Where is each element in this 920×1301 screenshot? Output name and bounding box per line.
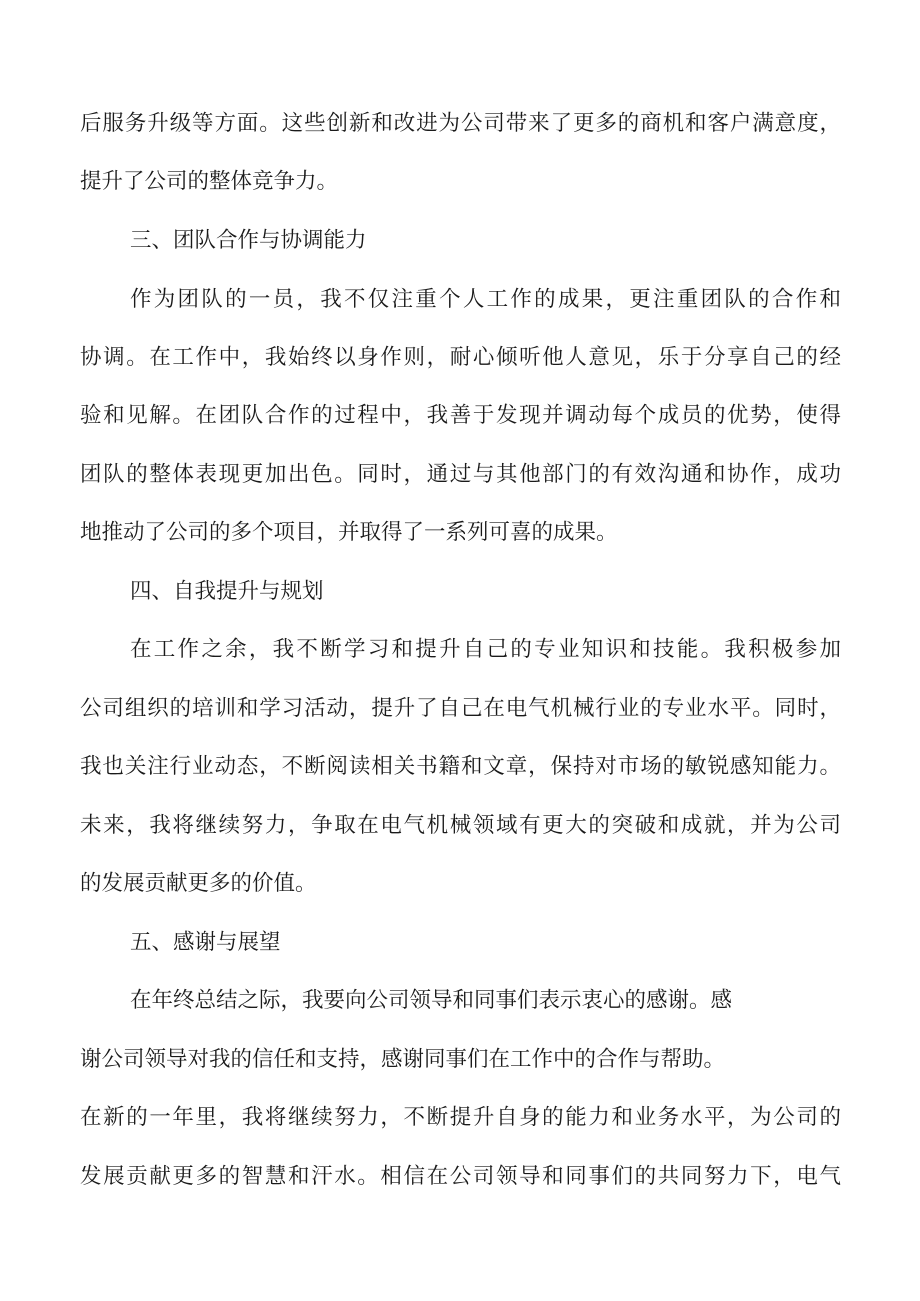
paragraph-line: 作为团队的一员，我不仅注重个人工作的成果，更注重团队的合作和	[130, 287, 841, 312]
paragraph-line: 在新的一年里，我将继续努力，不断提升自身的能力和业务水平，为公司的	[80, 1105, 841, 1130]
paragraph-line: 提升了公司的整体竞争力。	[80, 169, 339, 194]
paragraph-line: 公司组织的培训和学习活动，提升了自己在电气机械行业的专业水平。同时，	[80, 696, 841, 721]
paragraph-line: 发展贡献更多的智慧和汗水。相信在公司领导和同事们的共同努力下，电气	[80, 1164, 841, 1189]
paragraph-line: 团队的整体表现更加出色。同时，通过与其他部门的有效沟通和协作，成功	[80, 462, 841, 487]
paragraph-line: 验和见解。在团队合作的过程中，我善于发现并调动每个成员的优势，使得	[80, 403, 841, 428]
paragraph-line: 在年终总结之际，我要向公司领导和同事们表示衷心的感谢。感	[130, 988, 733, 1013]
section-heading-4: 四、自我提升与规划	[130, 579, 324, 604]
paragraph-line: 后服务升级等方面。这些创新和改进为公司带来了更多的商机和客户满意度，	[80, 111, 841, 136]
paragraph-line: 未来，我将继续努力，争取在电气机械领域有更大的突破和成就，并为公司	[80, 813, 841, 838]
paragraph-line: 在工作之余，我不断学习和提升自己的专业知识和技能。我积极参加	[130, 637, 841, 662]
paragraph-line: 的发展贡献更多的价值。	[80, 871, 317, 896]
paragraph-line: 地推动了公司的多个项目，并取得了一系列可喜的成果。	[80, 520, 618, 545]
section-heading-5: 五、感谢与展望	[130, 930, 281, 955]
paragraph-line: 我也关注行业动态，不断阅读相关书籍和文章，保持对市场的敏锐感知能力。	[80, 754, 841, 779]
paragraph-line: 协调。在工作中，我始终以身作则，耐心倾听他人意见，乐于分享自己的经	[80, 345, 841, 370]
section-heading-3: 三、团队合作与协调能力	[130, 228, 367, 253]
paragraph-line: 谢公司领导对我的信任和支持，感谢同事们在工作中的合作与帮助。	[80, 1047, 726, 1072]
